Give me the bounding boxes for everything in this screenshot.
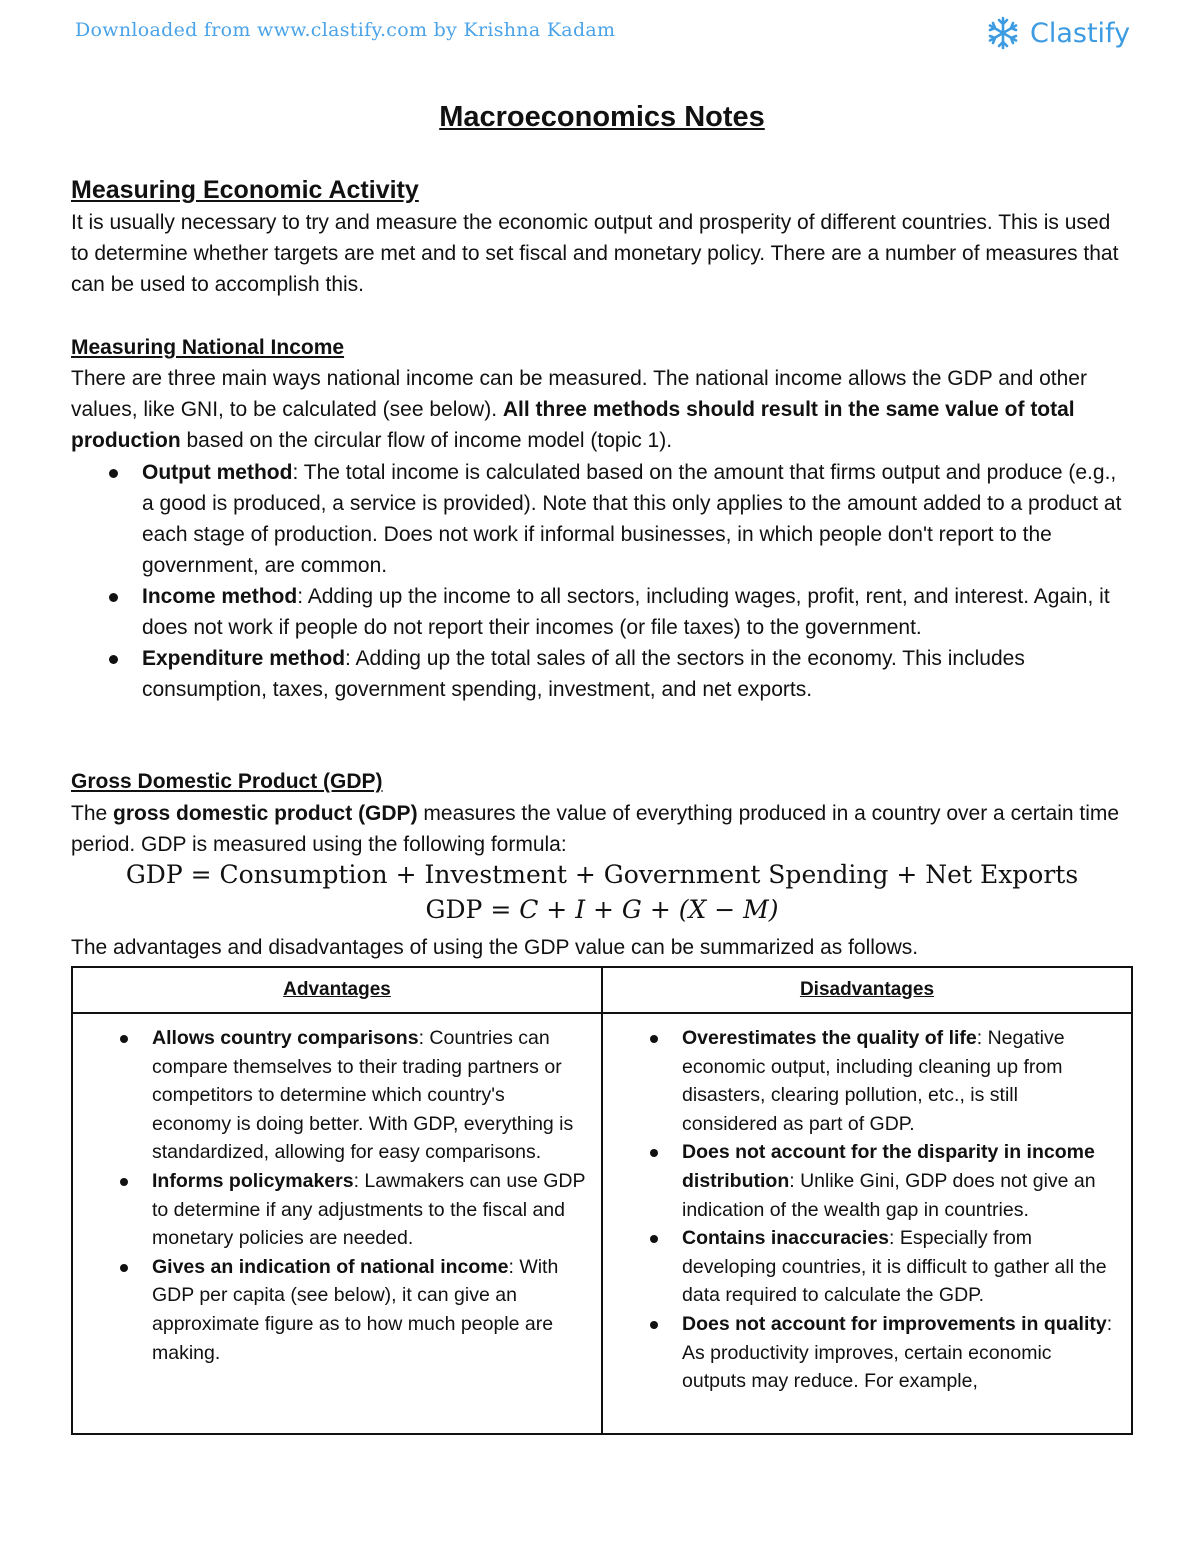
list-item — [71, 643, 1133, 705]
list-item — [623, 1024, 1117, 1138]
column-header-advantages: Advantages — [72, 967, 602, 1013]
disadvantages-list — [623, 1024, 1117, 1396]
formula-rhs: C + I + G + (X − M) — [519, 895, 779, 924]
advantages-cell — [72, 1013, 602, 1434]
gdp-text-start: The — [71, 802, 114, 825]
list-item — [623, 1138, 1117, 1224]
gdp-formula-symbols — [71, 895, 1133, 924]
item-text: : Unlike Gini, GDP does not give an indication of the wealth gap in countries. — [682, 1169, 1096, 1221]
national-income-text-end: based on the circular flow of income model (topic 1). — [180, 429, 673, 452]
bullet-icon — [120, 1035, 128, 1043]
item-term: Does not account for the disparity in income distribution — [682, 1141, 1095, 1192]
gdp-text-end: measures the value of everything produced in a country over a certain time period. GDP is measured using the following formula: — [71, 802, 1120, 856]
download-watermark: Downloaded from www.clastify.com by Krishna Kadam — [75, 19, 616, 41]
clastify-snowflake-icon — [982, 12, 1024, 54]
list-item — [93, 1167, 587, 1253]
section-heading-measuring-activity: Measuring Economic Activity — [71, 176, 419, 204]
item-text: : With GDP per capita (see below), it can give an approximate figure as to how much people are making. — [152, 1255, 559, 1364]
bullet-icon — [120, 1264, 128, 1272]
gdp-bold: gross domestic product (GDP) — [113, 802, 418, 825]
methods-list — [71, 457, 1133, 705]
bullet-icon — [109, 593, 118, 602]
bullet-term: Expenditure method — [142, 647, 346, 670]
summary-sentence: The advantages and disadvantages of using the GDP value can be summarized as follows. — [71, 936, 919, 959]
national-income-bold: All three methods should result in the same value of total production — [71, 398, 1075, 452]
gdp-formula-words: GDP = Consumption + Investment + Government Spending + Net Exports — [125, 860, 1079, 889]
list-item — [93, 1024, 587, 1167]
bullet-icon — [109, 469, 118, 478]
item-text: : Negative economic output, including cleaning up from disasters, clearing pollution, etc., is still considered as part of GDP. — [682, 1027, 1065, 1135]
item-text: : Lawmakers can use GDP to determine if any adjustments to the fiscal and monetary policies are needed. — [152, 1169, 586, 1250]
bullet-icon — [650, 1035, 658, 1043]
clastify-logo[interactable] — [982, 12, 1130, 54]
formula-lhs: GDP = — [425, 895, 520, 924]
item-text: : As productivity improves, certain economic outputs may reduce. For example, — [682, 1312, 1113, 1393]
item-term: Allows country comparisons — [152, 1027, 419, 1049]
bullet-icon — [650, 1321, 658, 1329]
logo-text: Clastify — [1030, 17, 1131, 49]
list-item — [623, 1310, 1117, 1396]
item-term: Informs policymakers — [152, 1169, 354, 1192]
item-term: Gives an indication of national income — [152, 1255, 509, 1278]
page-title: Macroeconomics Notes — [439, 101, 765, 133]
bullet-icon — [650, 1235, 658, 1243]
list-item — [71, 581, 1133, 643]
bullet-icon — [109, 655, 118, 664]
advantages-disadvantages-table — [71, 966, 1133, 1435]
advantages-list — [93, 1024, 587, 1367]
section-heading-gdp: Gross Domestic Product (GDP) — [71, 770, 383, 793]
gdp-paragraph — [71, 798, 1133, 860]
national-income-text-start: There are three main ways national income can be measured. The national income allows the GDP and other values, like GNI, to be calculated (see below). — [71, 367, 1087, 421]
item-text: : Especially from developing countries, it is difficult to gather all the data required to calculate the GDP. — [682, 1227, 1107, 1307]
national-income-paragraph — [71, 363, 1133, 456]
bullet-term: Output method — [142, 461, 293, 484]
bullet-icon — [650, 1149, 658, 1157]
bullet-text: : The total income is calculated based on the amount that firms output and produce (e.g., a good is produced, a service is provided). Note that this only applies to the amount added to a product at each stage of production. Does not work if informal businesses, in which people don't report to the government, are common. — [142, 461, 1122, 577]
section-heading-national-income: Measuring National Income — [71, 336, 345, 359]
item-text: : Countries can compare themselves to their trading partners or competitors to determine which country's economy is doing better. With GDP, everything is standardized, allowing for easy comparisons. — [152, 1027, 574, 1164]
item-term: Contains inaccuracies — [682, 1227, 889, 1250]
item-term: Does not account for improvements in quality — [682, 1312, 1107, 1335]
bullet-text: : Adding up the income to all sectors, including wages, profit, rent, and interest. Again, it does not work if people do not report their incomes (or file taxes) to the government. — [142, 585, 1110, 639]
bullet-term: Income method — [142, 585, 298, 608]
list-item — [93, 1253, 587, 1367]
column-header-disadvantages: Disadvantages — [602, 967, 1132, 1013]
item-term: Overestimates the quality of life — [682, 1027, 977, 1049]
disadvantages-cell — [602, 1013, 1132, 1434]
intro-paragraph: It is usually necessary to try and measure the economic output and prosperity of different countries. This is used to determine whether targets are met and to set fiscal and monetary policy. There are a number of measures that can be used to accomplish this. — [71, 211, 1119, 296]
list-item — [623, 1224, 1117, 1310]
bullet-text: : Adding up the total sales of all the sectors in the economy. This includes consumption, taxes, government spending, investment, and net exports. — [142, 647, 1025, 701]
list-item — [71, 457, 1133, 581]
bullet-icon — [120, 1178, 128, 1186]
